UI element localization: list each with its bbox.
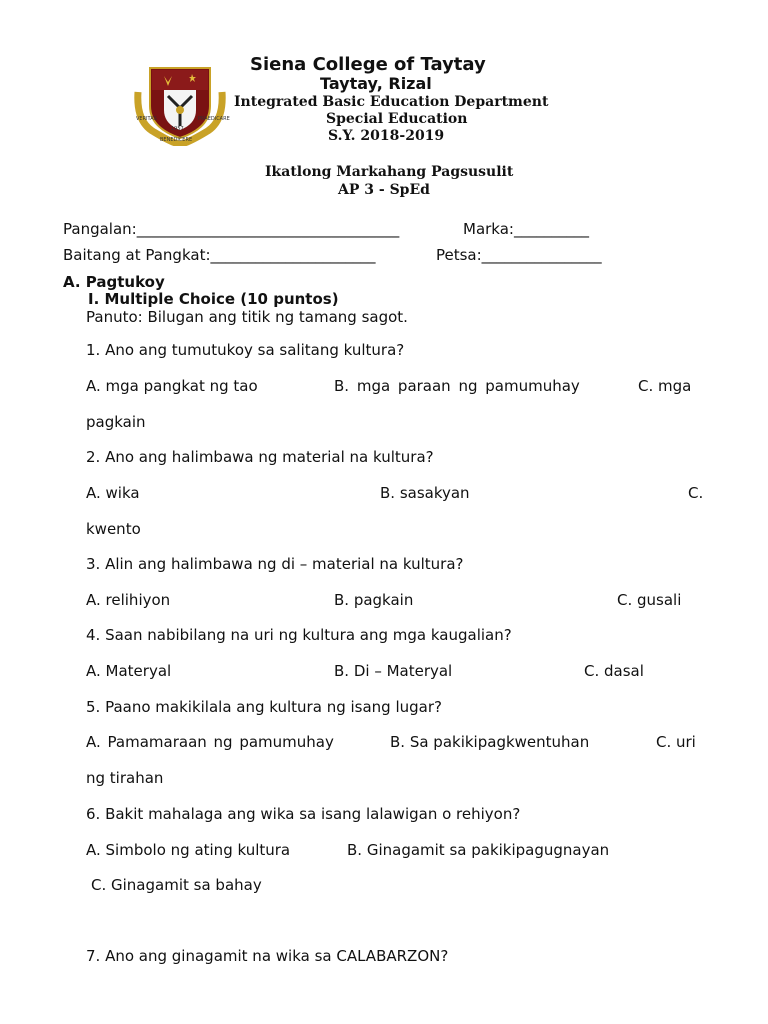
school-town: Taytay, Rizal [320,74,432,93]
q2-choice-c-cont: kwento [86,520,141,538]
q3-choice-a: A. relihiyon [86,591,171,609]
exam-title: Ikatlong Markahang Pagsusulit [265,164,514,180]
q3-choice-b: B. pagkain [334,591,414,609]
instruction: Panuto: Bilugan ang titik ng tamang sagot. [86,308,408,326]
question-7: 7. Ano ang ginagamit na wika sa CALABARZON? [86,947,449,965]
grade-section-field-label: Baitang at Pangkat:______________________ [63,246,376,264]
q1-choice-a: A. mga pangkat ng tao [86,377,258,395]
logo-bottom-text: BENEDICERE [160,137,193,143]
part-heading: I. Multiple Choice (10 puntos) [88,290,339,308]
program: Special Education [326,111,468,127]
department: Integrated Basic Education Department [234,94,549,110]
q6-choice-b: B. Ginagamit sa pakikipagugnayan [347,841,610,859]
name-field-label: Pangalan:___________________________________ [63,220,400,238]
logo-right-text: PRAEDICARE [198,116,230,122]
q4-choice-a: A. Materyal [86,662,172,680]
school-year: S.Y. 2018-2019 [328,128,445,144]
logo-left-text: VERITAS [136,116,157,122]
question-4: 4. Saan nabibilang na uri ng kultura ang mga kaugalian? [86,626,512,644]
question-3: 3. Alin ang halimbawa ng di – material na kultura? [86,555,464,573]
question-1: 1. Ano ang tumutukoy sa salitang kultura? [86,341,405,359]
q5-choice-c: C. uri [656,733,696,751]
q1-choice-c-cont: pagkain [86,413,146,431]
q5-choice-a: A. Pamamaraan ng pamumuhay [86,733,334,751]
q2-choice-b: B. sasakyan [380,484,470,502]
q6-choice-a: A. Simbolo ng ating kultura [86,841,291,859]
school-name: Siena College of Taytay [250,54,486,75]
q2-choice-a: A. wika [86,484,140,502]
q4-choice-b: B. Di – Materyal [334,662,453,680]
question-6: 6. Bakit mahalaga ang wika sa isang lalawigan o rehiyon? [86,805,521,823]
q2-choice-c: C. [688,484,704,502]
q3-choice-c: C. gusali [617,591,682,609]
score-field-label: Marka:__________ [463,220,589,238]
section-heading: A. Pagtukoy [63,273,165,291]
subject: AP 3 - SpEd [338,182,430,198]
q1-choice-b: B. mga paraan ng pamumuhay [334,377,580,395]
question-5: 5. Paano makikilala ang kultura ng isang lugar? [86,698,442,716]
school-seal-logo [134,62,226,146]
date-field-label: Petsa:________________ [436,246,602,264]
q1-choice-c: C. mga [638,377,692,395]
q6-choice-c: C. Ginagamit sa bahay [91,876,262,894]
q5-choice-b: B. Sa pakikipagkwentuhan [390,733,590,751]
q4-choice-c: C. dasal [584,662,644,680]
q5-choice-c-cont: ng tirahan [86,769,164,787]
logo-year: 1957 [171,126,184,132]
question-2: 2. Ano ang halimbawa ng material na kultura? [86,448,434,466]
